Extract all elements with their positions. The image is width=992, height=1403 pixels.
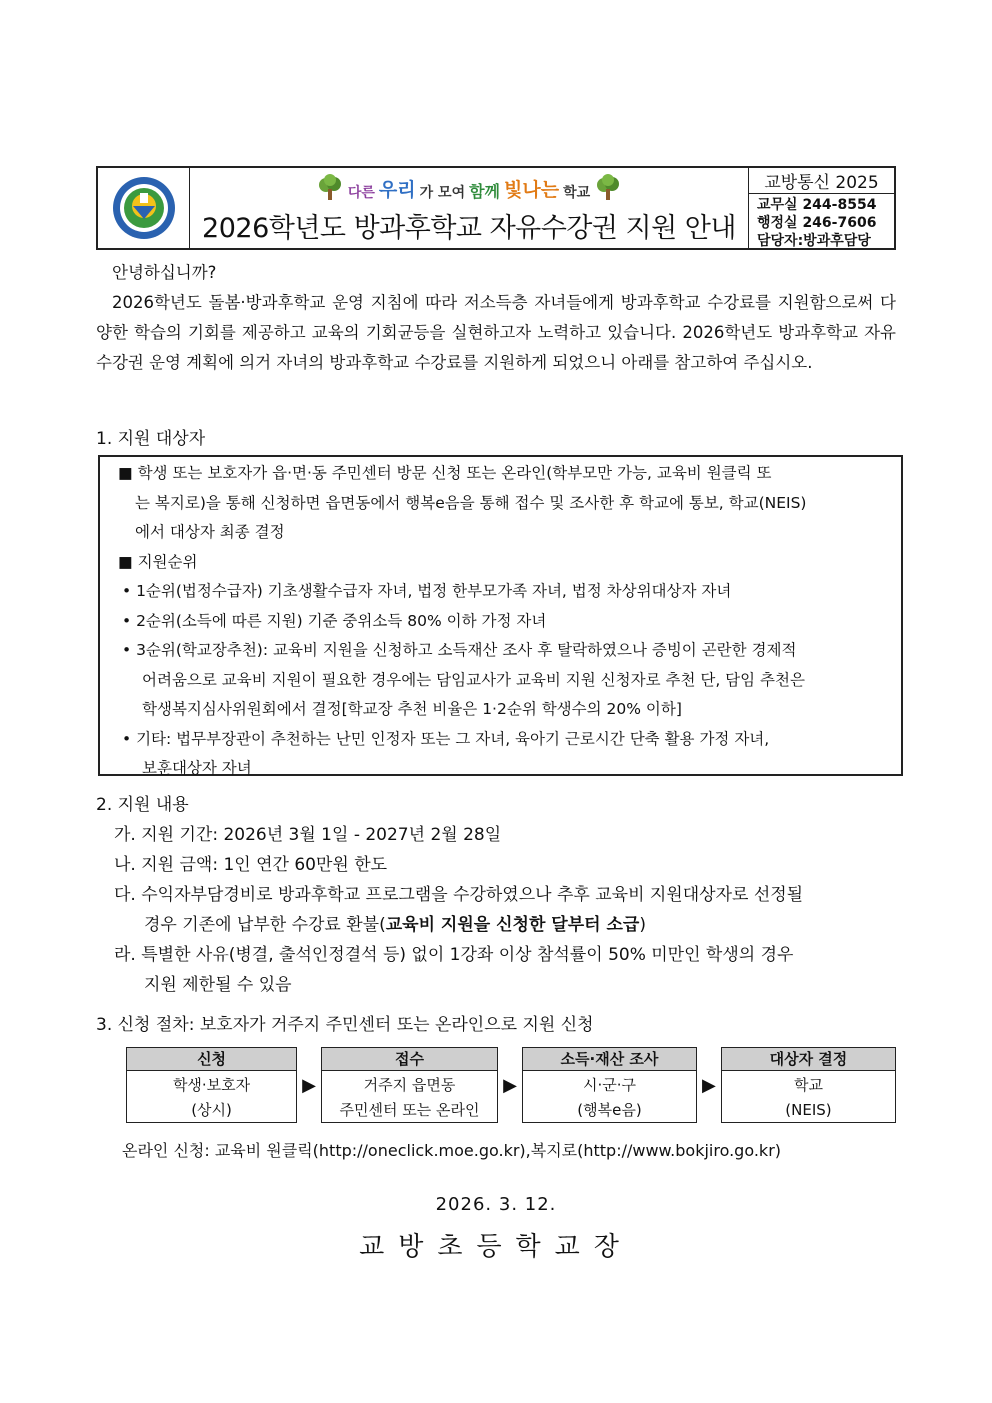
refund-line1: 다. 수익자부담경비로 방과후학교 프로그램을 수강하였으나 추후 교육비 지원대상자로 선정될 (114, 885, 804, 905)
rank-etc: • 기타: 법무부장관이 추천하는 난민 인정자 또는 그 자녀, 육아기 근로시간 단축 활용 가정 자녀, (122, 729, 770, 748)
support-period: 가. 지원 기간: 2026년 3월 1일 - 2027년 2월 28일 (114, 825, 502, 845)
rank1: • 1순위(법정수급자) 기초생활수급자 자녀, 법정 한부모가족 자녀, 법정 차상위대상자 자녀 (122, 582, 732, 600)
tree-icon (316, 174, 344, 202)
page-title: 2026학년도 방과후학교 자유수강권 지원 안내 (202, 212, 736, 244)
flow-step-head: 소득·재산 조사 (523, 1048, 696, 1071)
flow-step-line: (NEIS) (785, 1101, 832, 1119)
procedure-flow (126, 1047, 896, 1123)
arrow-right-icon: ▶ (302, 1074, 316, 1096)
flow-step-head: 대상자 결정 (722, 1048, 895, 1071)
flow-step-line: (상시) (191, 1101, 232, 1119)
flow-step-line: 주민센터 또는 온라인 (339, 1101, 480, 1119)
phone-office: 교무실 244-8554 (757, 197, 877, 213)
refund-item (114, 880, 896, 940)
restriction-item (114, 940, 896, 1000)
bulletin-number: 교방통신 2025 (749, 168, 894, 194)
section3-title: 3. 신청 절차: 보호자가 거주지 주민센터 또는 온라인으로 지원 신청 (96, 1015, 594, 1035)
flow-step-head: 접수 (322, 1048, 497, 1071)
contact-person: 담당자:방과후담당 (757, 233, 871, 249)
refund-bold: 교육비 지원을 신청한 달부터 소급 (385, 915, 640, 935)
flow-step-line: 학교 (793, 1076, 823, 1094)
tree-icon (594, 174, 622, 202)
slogan-part1: 다른 (347, 184, 375, 201)
flow-step-line: 학생·보호자 (172, 1076, 251, 1094)
eligibility-line: ■ 학생 또는 보호자가 읍·면·동 주민센터 방문 신청 또는 온라인(학부모만 가능, 교육비 원클릭 또 (118, 464, 772, 482)
school-emblem-icon (111, 175, 177, 241)
flow-step (321, 1047, 498, 1123)
rank2: • 2순위(소득에 따른 지원) 기준 중위소득 80% 이하 가정 자녀 (122, 611, 547, 630)
slogan-part2: 우리 (378, 178, 416, 201)
slogan-part5: 빛나는 (504, 178, 560, 201)
document-date: 2026. 3. 12. (435, 1194, 557, 1215)
rank3-cont: 학생복지심사위원회에서 결정[학교장 추천 비율은 1·2순위 학생수의 20% 이하] (142, 700, 682, 718)
flow-step-body (127, 1071, 296, 1123)
header-box (96, 166, 896, 250)
logo-cell (98, 168, 190, 248)
restriction-line1: 라. 특별한 사유(병결, 출석인정결석 등) 없이 1강좌 이상 참석률이 50% 미만인 학생의 경우 (114, 945, 794, 965)
flow-step-line: (행복e음) (577, 1101, 642, 1119)
flow-step (721, 1047, 896, 1123)
flow-step-body (322, 1071, 497, 1123)
title-cell (190, 168, 749, 248)
flow-step-body (523, 1071, 696, 1123)
eligibility-line: 는 복지로)을 통해 신청하면 읍면동에서 행복e음을 통해 접수 및 조사한 후 학교에 통보, 학교(NEIS) (135, 493, 807, 512)
refund-end: ) (639, 915, 646, 935)
flow-step-head: 신청 (127, 1048, 296, 1071)
refund-line2 (114, 910, 896, 940)
section2-title: 2. 지원 내용 (96, 795, 189, 815)
arrow-right-icon: ▶ (503, 1074, 517, 1096)
restriction-line2: 지원 제한될 수 있음 (144, 975, 292, 995)
info-cell (749, 168, 894, 248)
arrow-right-icon: ▶ (702, 1074, 716, 1096)
slogan-part4: 함께 (469, 181, 501, 201)
order-title: ■ 지원순위 (118, 552, 198, 571)
flow-step-line: 시·군·구 (582, 1076, 636, 1094)
online-application-note: 온라인 신청: 교육비 원클릭(http://oneclick.moe.go.kr),복지로(http://www.bokjiro.go.kr) (122, 1141, 782, 1160)
refund-text: 경우 기존에 납부한 수강료 환불( (144, 915, 386, 935)
intro-paragraph: 2026학년도 돌봄·방과후학교 운영 지침에 따라 저소득층 자녀들에게 방과후학교 수강료를 지원함으로써 다양한 학습의 기회를 제공하고 교육의 기회균등을 실현하고자 노력하고 있습니다. 2026학년도 방과후학교 자유수강권 운영 계획에 의거 자녀의 방과후학교 수강료를 지원하게 되었으니 아래를 참고하여 주십시오. (96, 293, 896, 372)
rank-etc-cont: 보훈대상자 자녀 (142, 759, 252, 777)
eligibility-line: 에서 대상자 최종 결정 (135, 523, 285, 541)
slogan-part3: 가 모여 (419, 184, 466, 201)
phone-admin: 행정실 246-7606 (757, 215, 877, 231)
flow-step (126, 1047, 297, 1123)
contact-info (749, 194, 894, 252)
flow-step (522, 1047, 697, 1123)
greeting: 안녕하십니까? (112, 263, 217, 282)
section1-title: 1. 지원 대상자 (96, 429, 206, 449)
flow-step-line: 거주지 읍면동 (363, 1076, 456, 1094)
slogan-part6: 학교 (563, 184, 591, 201)
flow-step-body (722, 1071, 895, 1123)
signer: 교방초등학교장 (359, 1232, 633, 1262)
rank3: • 3순위(학교장추천): 교육비 지원을 신청하고 소득재산 조사 후 탈락하였으나 증빙이 곤란한 경제적 (122, 641, 797, 659)
eligibility-box (98, 455, 903, 776)
support-amount: 나. 지원 금액: 1인 연간 60만원 한도 (114, 855, 388, 875)
slogan (316, 172, 622, 202)
rank3-cont: 어려움으로 교육비 지원이 필요한 경우에는 담임교사가 교육비 지원 신청자로 추천 단, 담임 추천은 (142, 670, 805, 689)
